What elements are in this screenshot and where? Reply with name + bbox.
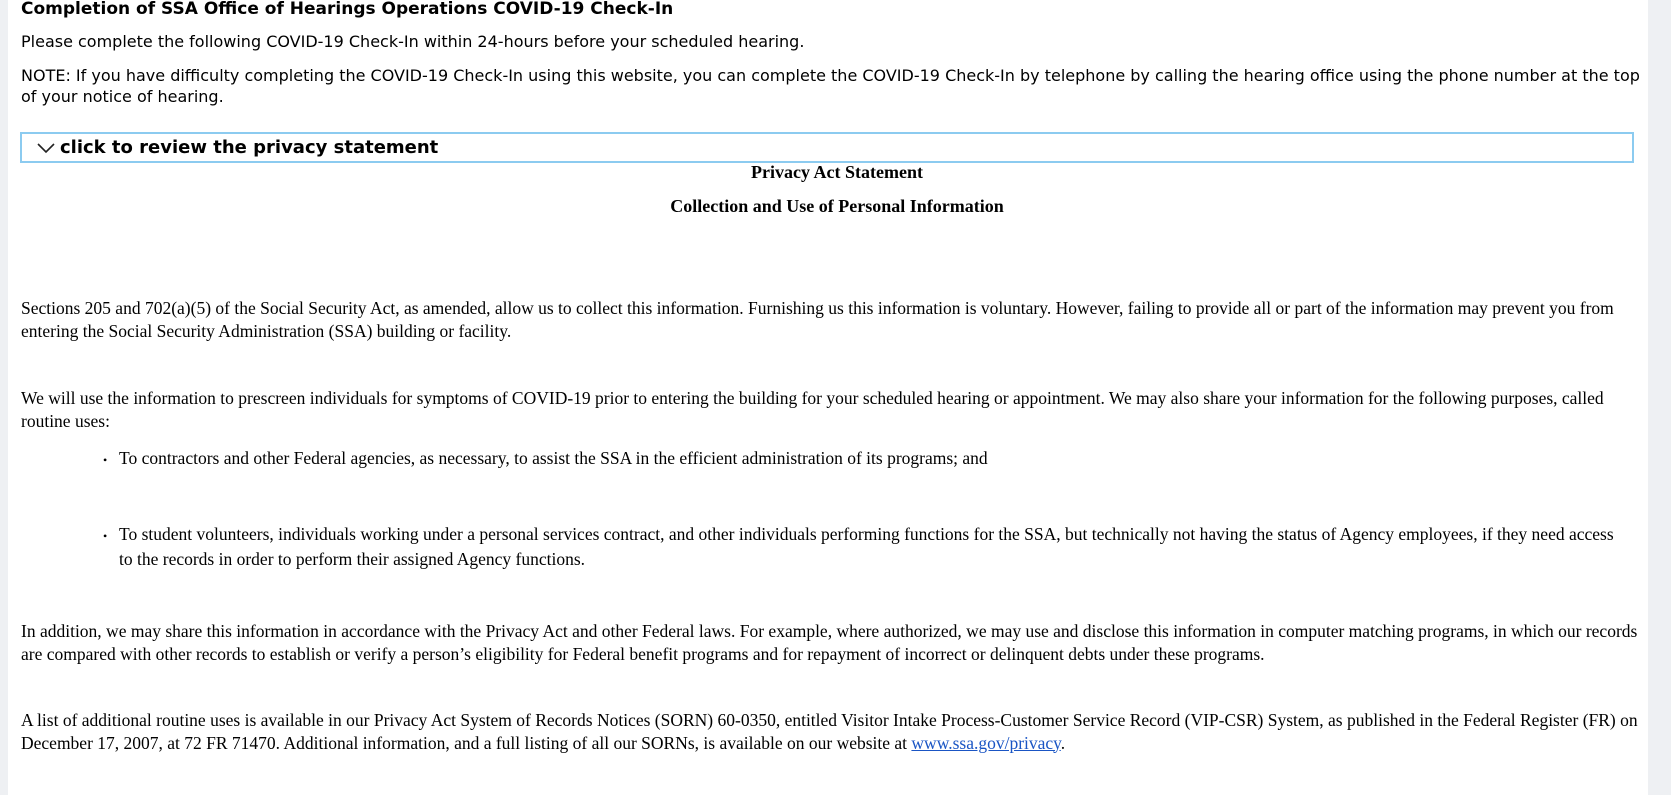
sorn-text-end: . (1060, 732, 1066, 753)
sorn-text: A list of additional routine uses is available in our Privacy Act System of Records Notices (SORN) 60-0350, entitled Visitor Intake Process-Customer Service Record (VIP-CSR) System, as published in the Federal Register (FR) on December 17, 2007, at 72 FR 71470. Additional information, and a full listing of all our SORNs, is available on our website at (21, 710, 1638, 753)
privacy-act-title: Privacy Act Statement (751, 162, 923, 182)
list-item-routine-use-volunteers: To student volunteers, individuals working under a personal services contract, and other individuals performing functions for the SSA, but technically not having the status of Agency employees, if they need access to the records in order to perform their assigned Agency functions. (119, 524, 1614, 569)
privacy-paragraph-authority: Sections 205 and 702(a)(5) of the Social Security Act, as amended, allow us to collect this information. Furnishing us this information is voluntary. However, failing to provide all or part of the information may prevent you from entering the Social Security Administration (SSA) building or facility. (21, 298, 1614, 341)
privacy-statement-toggle-label: click to review the privacy statement (60, 137, 439, 158)
privacy-paragraph-purpose: We will use the information to prescreen individuals for symptoms of COVID-19 prior to entering the building for your scheduled hearing or appointment. We may also share your information for the following purposes, called routine uses: (21, 388, 1604, 431)
bullet-marker: • (103, 529, 108, 543)
privacy-paragraph-sharing: In addition, we may share this information in accordance with the Privacy Act and other Federal laws. For example, where authorized, we may use and disclose this information in computer matching programs, in which our records are compared with other records to establish or verify a person’s eligibility for Federal benefit programs and for repayment of incorrect or delinquent debts under these programs. (21, 621, 1638, 664)
bullet-marker: • (103, 453, 108, 467)
list-item-routine-use-contractors: To contractors and other Federal agencies, as necessary, to assist the SSA in the efficient administration of its programs; and (119, 448, 988, 468)
note-text: NOTE: If you have difficulty completing the COVID-19 Check-In using this website, you can complete the COVID-19 Check-In by telephone by calling the hearing office using the phone number at the top of your notice of hearing. (21, 66, 1640, 106)
page-title: Completion of SSA Office of Hearings Operations COVID-19 Check-In (21, 0, 674, 19)
chevron-down-icon (35, 141, 57, 155)
privacy-paragraph-sorn (21, 709, 1646, 754)
privacy-act-subtitle: Collection and Use of Personal Information (670, 196, 1004, 216)
checkin-page (8, 0, 1648, 795)
intro-text: Please complete the following COVID-19 Check-In within 24-hours before your scheduled hearing. (21, 32, 805, 51)
privacy-website-link[interactable]: www.ssa.gov/privacy (911, 732, 1061, 753)
privacy-statement-toggle[interactable] (20, 132, 1634, 163)
